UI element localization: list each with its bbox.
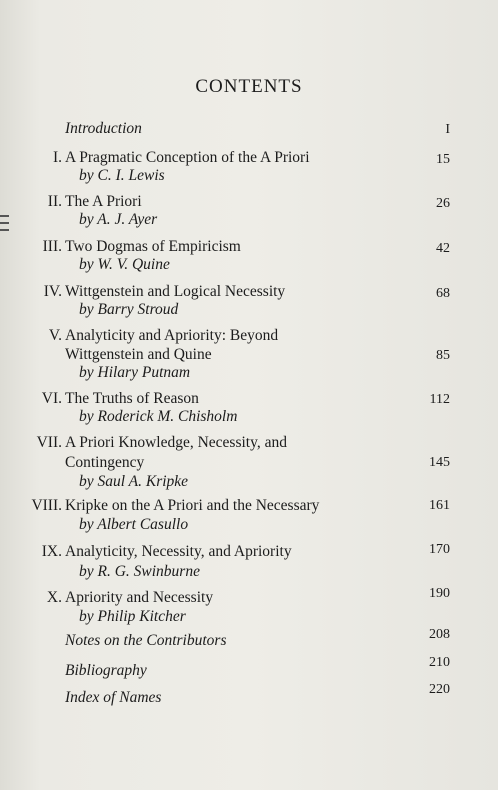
- toc-notes-page: 208: [429, 627, 450, 642]
- toc-entry-title: Kripke on the A Priori and the Necessary: [65, 497, 320, 514]
- toc-entry-author: by Barry Stroud: [79, 301, 179, 318]
- toc-entry-page: 26: [436, 196, 450, 211]
- toc-bibliography-label: Bibliography: [65, 662, 147, 679]
- toc-intro-label: Introduction: [65, 120, 142, 137]
- toc-entry-number: IV.: [43, 283, 62, 300]
- toc-entry-author: by Roderick M. Chisholm: [79, 408, 238, 425]
- toc-entry-number: II.: [47, 193, 62, 210]
- page-title: CONTENTS: [195, 76, 303, 97]
- toc-intro-page: I: [445, 122, 450, 137]
- toc-index-page: 220: [429, 682, 450, 697]
- toc-entry-number: VII.: [36, 434, 62, 451]
- toc-entry-title: Wittgenstein and Logical Necessity: [65, 283, 286, 300]
- toc-entry-title: Analyticity and Apriority: Beyond: [65, 327, 279, 344]
- toc-entry-number: X.: [46, 589, 62, 606]
- toc-entry-title: The Truths of Reason: [65, 390, 199, 407]
- toc-entry-title: A Priori Knowledge, Necessity, and: [65, 434, 287, 451]
- toc-entry-author: by R. G. Swinburne: [79, 563, 200, 580]
- toc-entry-number: III.: [42, 238, 62, 255]
- toc-entry-number: V.: [48, 327, 62, 344]
- toc-entry-page: 161: [429, 498, 450, 513]
- toc-entry-author: by Hilary Putnam: [79, 364, 191, 381]
- toc-entry-author: by A. J. Ayer: [79, 211, 158, 228]
- toc-entry-title: Analyticity, Necessity, and Apriority: [65, 543, 292, 560]
- toc-index-label: Index of Names: [65, 689, 162, 706]
- toc-entry-author: by Philip Kitcher: [79, 608, 186, 625]
- toc-entry-page: 190: [429, 586, 450, 601]
- toc-entry-title: Apriority and Necessity: [65, 589, 214, 606]
- toc-entry-author: by C. I. Lewis: [79, 167, 165, 184]
- toc-entry-number: VIII.: [31, 497, 62, 514]
- toc-entry-number: I.: [52, 149, 62, 166]
- toc-entry-page: 170: [429, 542, 450, 557]
- toc-notes-label: Notes on the Contributors: [65, 632, 227, 649]
- toc-entry-author: by Albert Casullo: [79, 516, 189, 533]
- toc-entry-page: 85: [436, 348, 450, 363]
- toc-entry-title: The A Priori: [65, 193, 142, 210]
- toc-entry-author: by W. V. Quine: [79, 256, 170, 273]
- toc-entry-page: 42: [436, 241, 450, 256]
- toc-entry-page: 68: [436, 286, 450, 301]
- toc-entry-number: IX.: [41, 543, 62, 560]
- toc-entry-title-continued: Contingency: [65, 454, 145, 471]
- toc-entry-author: by Saul A. Kripke: [79, 473, 189, 490]
- toc-entry-title: Two Dogmas of Empiricism: [65, 238, 241, 255]
- toc-entry-page: 15: [436, 152, 450, 167]
- toc-entry-page: 145: [429, 455, 450, 470]
- toc-entry-title-continued: Wittgenstein and Quine: [65, 346, 212, 363]
- toc-entry-title: A Pragmatic Conception of the A Priori: [65, 149, 310, 166]
- toc-entry-number: VI.: [41, 390, 62, 407]
- toc-entry-page: 112: [429, 392, 450, 407]
- toc-bibliography-page: 210: [429, 655, 450, 670]
